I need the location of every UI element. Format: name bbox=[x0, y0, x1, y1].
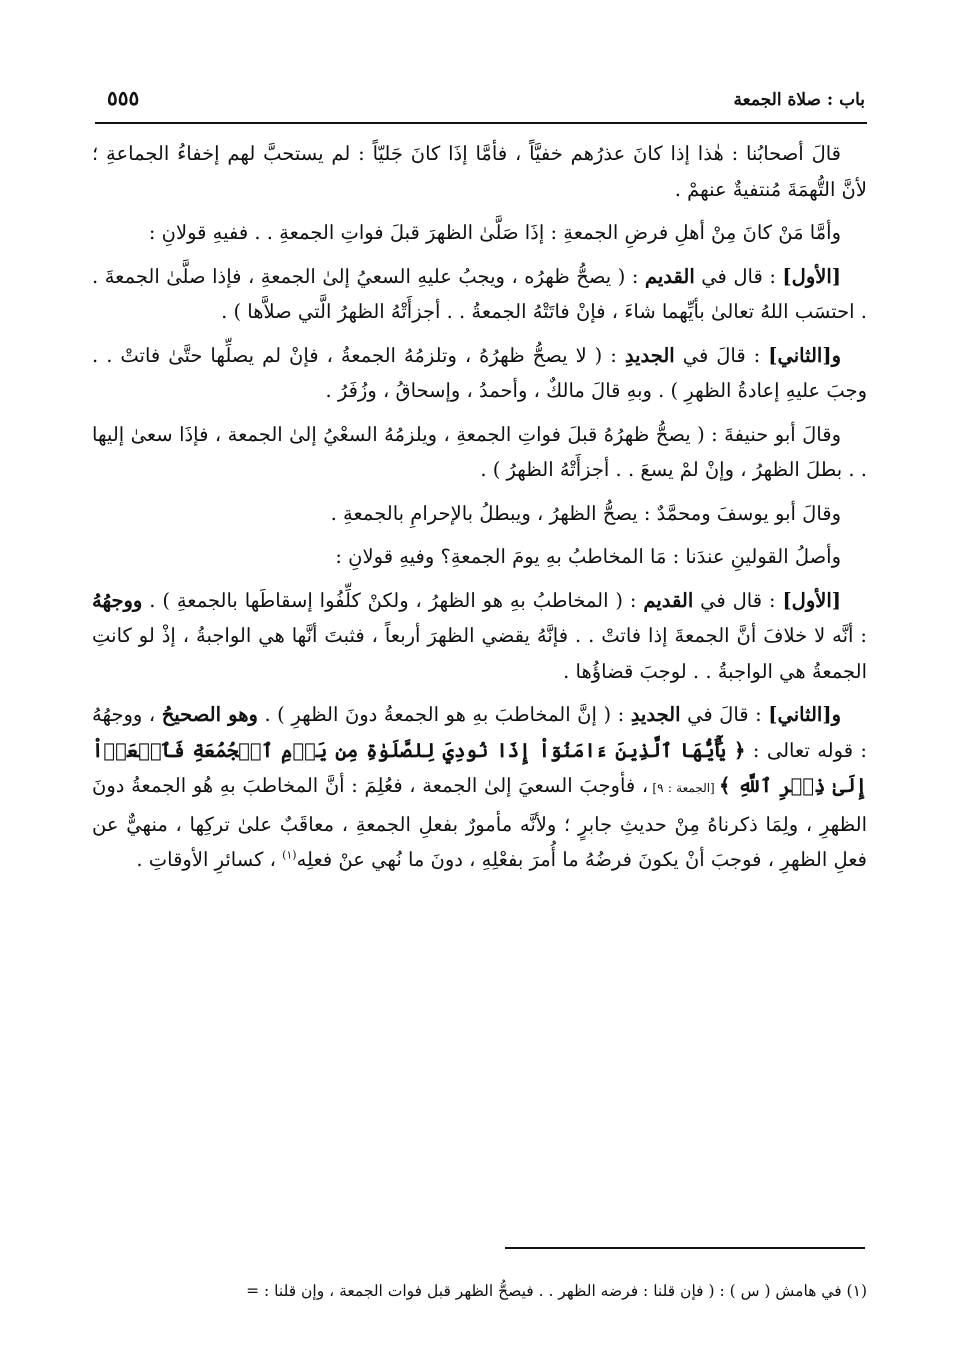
paragraph-2: وأمَّا مَنْ كانَ مِنْ أهلِ فرضِ الجمعةِ : إذَا صَلَّىٰ الظهرَ قبلَ فواتِ الجمعةِ . . ففيهِ قولانِ : bbox=[148, 221, 841, 244]
paragraph-3: [الأول] : قال في القديم : ( يصحُّ ظهرُه ، ويجبُ عليهِ السعيُ إلىٰ الجمعةِ ، فإذا صلَّىٰ الجمعةَ . . احتسَب اللهُ تعالىٰ بأيِّهما شاءَ ، فإنْ فاتَتْهُ الجمعةُ . . أجزأَتْهُ الظهرُ الَّتي صلاَّها ) . bbox=[92, 264, 867, 323]
paragraph-9: و[الثاني] : قالَ في الجديدِ : ( إنَّ المخاطبَ بهِ هو الجمعةُ دونَ الظهرِ ) . وهو الصحيحُ ، ووجهُهُ : قوله تعالى : ﴿ يَٰٓأَيُّهَا ٱلَّذِينَ ءَامَنُوٓاْ إِذَا نُودِيَ لِلصَّلَوٰةِ مِن يَوۡمِ ٱلۡجُمُعَةِ فَٱسۡعَوۡاْ إِلَىٰ ذِكۡرِ ٱللَّهِ ﴾ [الجمعة : ٩] ، فأوجبَ السعيَ إلىٰ الجمعة ، فعُلِمَ : أنَّ المخاطبَ بهِ هُو الجمعةُ دونَ الظهرِ ، ولِمَا ذكرناهُ مِنْ حديثِ جابرٍ ؛ ولأنَّه مأمورٌ بفعلِ الجمعةِ ، معاقَبٌ علىٰ تركِها ، منهيٌّ عن فعلِ الظهرِ ، فوجبَ أنْ يكونَ فرضُهُ ما أُمرَ بفعْلِهِ ، دونَ ما نُهي عنْ فعلِه$^{(١)}$ ، كسائرِ الأوقاتِ . bbox=[92, 703, 868, 871]
running-head: باب : صلاة الجمعة bbox=[733, 90, 865, 110]
term-wajh: ووجهُهُ bbox=[92, 588, 143, 612]
paragraph-8: [الأول] : قال في القديم : ( المخاطبُ بهِ هو الظهرُ ، ولكنْ كلِّفُوا إسقاطَها بالجمعةِ ) . ووجهُهُ : أنَّه لا خلافَ أنَّ الجمعةَ إذا فاتتْ . . فإنَّهُ يقضي الظهرَ أربعاً ، فثبتَ أنَّها هي الواجبةُ ، إذْ لو كانتِ الجمعةُ هي الواجبةُ . . لوجبَ قضاؤُها . bbox=[92, 588, 867, 683]
footnote-rule bbox=[505, 1247, 865, 1249]
term-sahih: وهو الصحيحُ bbox=[161, 703, 258, 726]
opinion-label: [الأول] bbox=[782, 588, 842, 612]
term-jadid: الجديدِ bbox=[630, 703, 681, 726]
opinion-label: و[الثاني] bbox=[768, 343, 841, 367]
paragraph-6: وقالَ أبو يوسفَ ومحمَّدٌ : يصحُّ الظهرُ ، ويبطلُ بالإحرامِ بالجمعةِ . bbox=[330, 501, 841, 525]
paragraph-5: وقالَ أبو حنيفةَ : ( يصحُّ ظهرُهُ قبلَ فواتِ الجمعةِ ، ويلزمُهُ السعْيُ إلىٰ الجمعة ، فإذَا سعىٰ إليها . . بطلَ الظهرُ ، وإنْ لمْ يسعَ . . أجزأَتْهُ الظهرُ ) . bbox=[92, 422, 867, 481]
footnote: (١) في هامش ( س ) : ( فإن قلنا : فرضه الظهر . . فيصحُّ الظهر قبل فوات الجمعة ، وإن قلنا : = bbox=[246, 1282, 867, 1300]
term-qadim: القديم bbox=[643, 588, 694, 612]
main-text bbox=[92, 136, 867, 886]
paragraph-4: و[الثاني] : قالَ في الجديدِ : ( لا يصحُّ ظهرُهُ ، وتلزمُهُ الجمعةُ ، فإنْ لم يصلِّها حتَّىٰ فاتتْ . . وجبَ عليهِ إعادةُ الظهرِ ) . وبهِ قالَ مالكٌ ، وأحمدُ ، وإسحاقُ ، وزُفَرُ . bbox=[92, 343, 867, 402]
paragraph-1: قالَ أصحابُنا : هٰذا إذا كانَ عذرُهم خفيَّاً ، فأمَّا إذَا كانَ جَليّاً : لم يستحبَّ لهم إخفاءُ الجماعةِ ؛ لأنَّ التُّهمَةَ مُنتفيةٌ عنهمْ . bbox=[92, 142, 867, 201]
opinion-label: [الأول] bbox=[782, 264, 841, 288]
header-rule bbox=[95, 122, 867, 124]
paragraph-7: وأصلُ القولينِ عندَنا : مَا المخاطبُ بهِ يومَ الجمعةِ؟ وفيهِ قولانِ : bbox=[335, 545, 841, 568]
page-header bbox=[95, 82, 865, 118]
page-number: ٥٥٥ bbox=[107, 86, 140, 110]
term-qadim: القديم bbox=[644, 264, 695, 288]
footnote-marker: (١) bbox=[282, 848, 297, 862]
opinion-label: و[الثاني] bbox=[768, 703, 841, 726]
verse-reference: [الجمعة : ٩] bbox=[648, 781, 720, 795]
quran-verse: ﴿ يَٰٓأَيُّهَا ٱلَّذِينَ ءَامَنُوٓاْ إِذَا نُودِيَ لِلصَّلَوٰةِ مِن يَوۡمِ ٱلۡجُمُعَةِ فَٱسۡعَوۡاْ إِلَىٰ ذِكۡرِ ٱللَّهِ ﴾ bbox=[92, 738, 868, 797]
term-jadid: الجديدِ bbox=[624, 343, 675, 367]
